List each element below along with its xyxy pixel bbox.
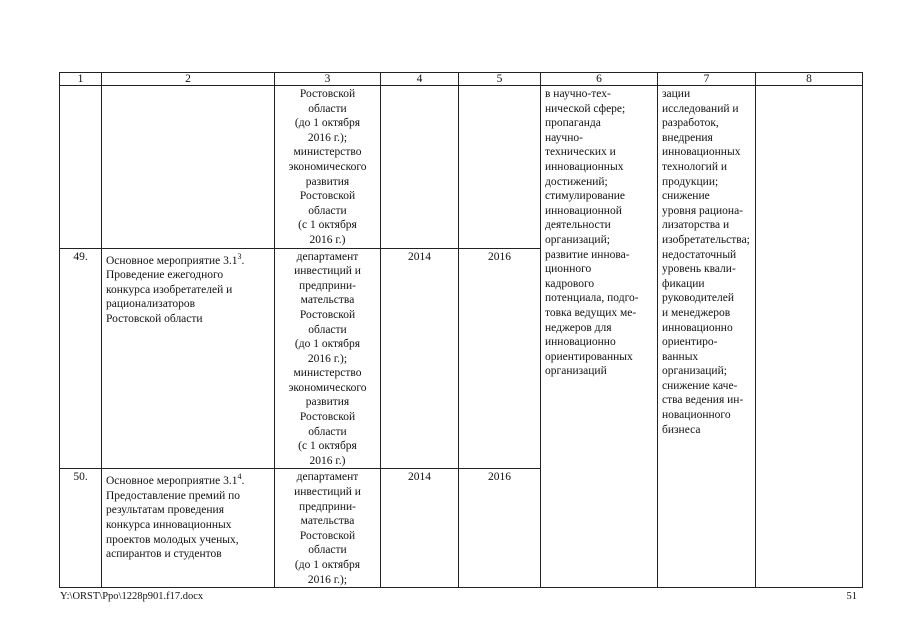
measure-name: Основное мероприятие $3.1^3$. Проведение ежегодного конкурса изобретателей и рационализаторов Ростовской области <box>102 248 275 469</box>
end-year <box>459 86 541 249</box>
consequence-cell: зации исследований и разработок, внедрения инновационных технологий и продукции; снижение уровня рациона- лизаторства и изобретательства; недостаточный уровень квали- фикации руководителей и менеджеров инновационно ориентиро- ванных организаций; снижение каче- ства ведения ин- новационного бизнеса <box>658 86 756 588</box>
column-header: 4 <box>381 73 459 86</box>
start-year: 2014 <box>381 469 459 588</box>
end-year: 2016 <box>459 248 541 469</box>
table-row <box>60 86 863 249</box>
start-year <box>381 86 459 249</box>
column-header: 5 <box>459 73 541 86</box>
executor-cell: департамент инвестиций и предприни- мательства Ростовской области (до 1 октября 2016 г.); министерство экономического развития Ростовской области (с 1 октября 2016 г.) <box>275 248 381 469</box>
expected-result-cell: в научно-тех- нической сфере; пропаганда научно- технических и инновационных достижений; стимулирование инновационной деятельности организаций; развитие иннова- ционного кадрового потенциала, подго- товка ведущих ме- неджеров для инновационно ориентированных организаций <box>541 86 658 588</box>
executor-cell: Ростовской области (до 1 октября 2016 г.); министерство экономического развития Ростовской области (с 1 октября 2016 г.) <box>275 86 381 249</box>
measure-name <box>102 86 275 249</box>
measure-name: Основное мероприятие $3.1^4$. Предоставление премий по результатам проведения конкурса инновационных проектов молодых ученых, аспирантов и студентов <box>102 469 275 588</box>
column-header: 8 <box>756 73 863 86</box>
program-table <box>59 72 863 588</box>
column-header: 1 <box>60 73 102 86</box>
start-year: 2014 <box>381 248 459 469</box>
header-row <box>60 73 863 86</box>
column-header: 3 <box>275 73 381 86</box>
page-number: 51 <box>846 591 857 602</box>
row-number: 50. <box>60 469 102 588</box>
executor-cell: департамент инвестиций и предприни- мательства Ростовской области (до 1 октября 2016 г.); <box>275 469 381 588</box>
file-path: Y:\ORST\Ppo\1228p901.f17.docx <box>60 591 204 602</box>
column-header: 2 <box>102 73 275 86</box>
link-cell <box>756 86 863 588</box>
column-header: 7 <box>658 73 756 86</box>
row-number <box>60 86 102 249</box>
row-number: 49. <box>60 248 102 469</box>
end-year: 2016 <box>459 469 541 588</box>
column-header: 6 <box>541 73 658 86</box>
